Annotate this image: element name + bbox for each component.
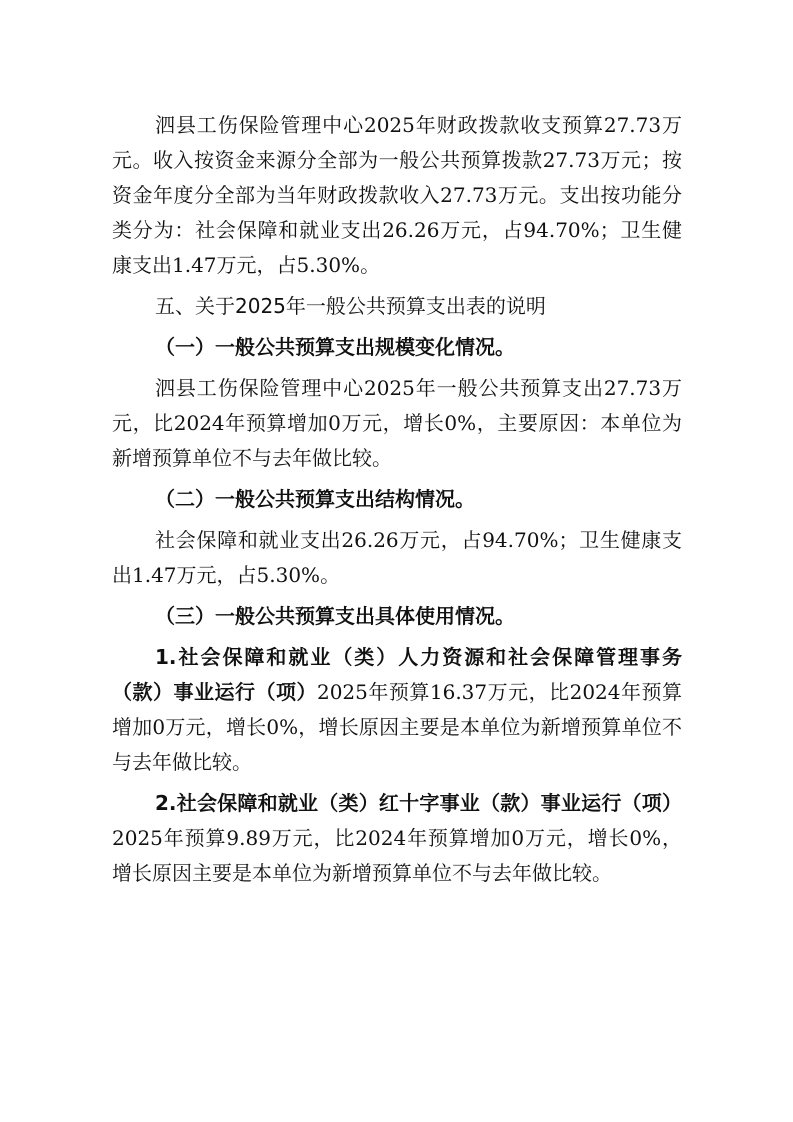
item-1-text: 2025年预算16.37万元，比2024年预算增加0万元，增长0%，增长原因主要是本单位为新增预算单位不与去年做比较。 [112, 680, 683, 774]
item-2-title: 2.社会保障和就业（类）红十字事业（款）事业运行（项） [155, 791, 682, 815]
section-5-heading: 五、关于2025年一般公共预算支出表的说明 [155, 294, 546, 318]
subsection-1-heading: （一）一般公共预算支出规模变化情况。 [155, 335, 515, 359]
paragraph-structure: 社会保障和就业支出26.26万元，占94.70%；卫生健康支出1.47万元，占5.30%。 [112, 528, 682, 587]
paragraph-revenue-summary: 泗县工伤保险管理中心2025年财政拨款收支预算27.73万元。收入按资金来源分全部为一般公共预算拨款27.73万元；按资金年度分全部为当年财政拨款收入27.73万元。支出按功能分类分为：社会保障和就业支出26.26万元，占94.70%；卫生健康支出1.47万元，占5.30%。 [112, 113, 682, 277]
subsection-3-heading: （三）一般公共预算支出具体使用情况。 [155, 604, 515, 628]
item-1-title: 1.社会保障和就业（类）人力资源和社会保障管理事务（款）事业运行（项） [112, 645, 682, 704]
item-1-paragraph [112, 640, 682, 780]
item-2-paragraph [112, 786, 682, 891]
subsection-2-heading: （二）一般公共预算支出结构情况。 [155, 487, 475, 511]
item-2-text: 2025年预算9.89万元，比2024年预算增加0万元，增长0%，增长原因主要是本单位为新增预算单位不与去年做比较。 [112, 826, 682, 885]
paragraph-scale-change: 泗县工伤保险管理中心2025年一般公共预算支出27.73万元，比2024年预算增加0万元，增长0%，主要原因：本单位为新增预算单位不与去年做比较。 [112, 376, 682, 470]
document-page [112, 108, 682, 891]
